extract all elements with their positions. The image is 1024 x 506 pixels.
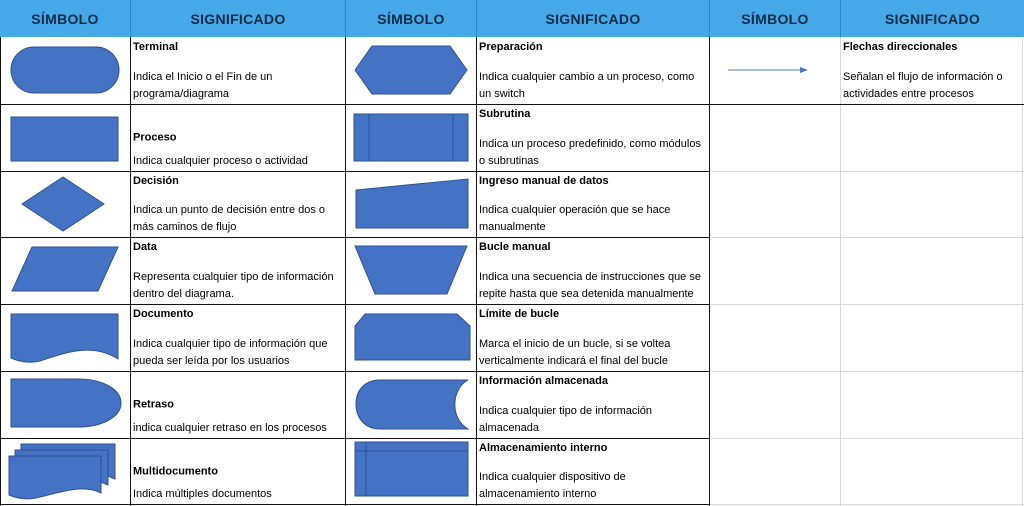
symbol-name: Decisión xyxy=(133,175,179,187)
loop-limit-icon xyxy=(346,305,476,371)
symbol-description: Indica cualquier tipo de información que pueda ser leída por los usuarios xyxy=(133,338,328,367)
delay-icon xyxy=(0,372,130,438)
symbol-name: Límite de bucle xyxy=(479,308,560,320)
meaning-cell xyxy=(477,105,709,171)
grid-line xyxy=(710,504,1024,505)
symbol-name: Data xyxy=(133,241,157,253)
symbol-name: Terminal xyxy=(133,41,179,53)
manual-input-icon xyxy=(346,172,476,237)
meaning-cell xyxy=(477,372,709,438)
meaning-cell xyxy=(131,38,345,104)
symbol-name: Retraso xyxy=(133,398,174,411)
symbol-name: Ingreso manual de datos xyxy=(479,175,609,187)
symbol-description: Marca el inicio de un bucle, si se voltea verticalmente indicará el final del bucle xyxy=(479,338,671,367)
symbol-name: Proceso xyxy=(133,131,177,144)
meaning-cell xyxy=(131,105,345,171)
data-icon xyxy=(0,238,130,304)
subroutine-icon xyxy=(346,105,476,171)
manual-loop-icon xyxy=(346,238,476,304)
meaning-cell xyxy=(477,38,709,104)
grid-line xyxy=(709,37,710,506)
grid-line xyxy=(710,171,1024,172)
decision-icon xyxy=(0,172,130,237)
arrow-right-icon xyxy=(710,38,840,104)
symbol-description: Señalan el flujo de información o actividades entre procesos xyxy=(843,71,1003,100)
meaning-cell xyxy=(477,439,709,504)
grid-line xyxy=(840,37,841,506)
grid-line xyxy=(710,371,1024,372)
symbol-name: Multidocumento xyxy=(133,465,218,477)
grid-line xyxy=(710,304,1024,305)
symbol-description: Indica cualquier proceso o actividad xyxy=(133,155,308,167)
meaning-cell xyxy=(131,172,345,237)
symbol-name: Información almacenada xyxy=(479,375,608,387)
header-symbol-1: SÍMBOLO xyxy=(0,0,131,37)
symbol-description: Indica cualquier cambio a un proceso, como un switch xyxy=(479,71,695,100)
symbol-description: Indica una secuencia de instrucciones que se repite hasta que sea detenida manualmente xyxy=(479,271,701,300)
symbol-name: Almacenamiento interno xyxy=(479,442,608,454)
symbol-description: Indica un proceso predefinido, como módulos o subrutinas xyxy=(479,138,701,167)
meaning-cell xyxy=(477,305,709,371)
grid-line xyxy=(1022,37,1023,506)
multidocument-icon xyxy=(0,439,130,505)
symbol-description: indica cualquier retraso en los procesos xyxy=(133,422,327,434)
symbol-description: Indica cualquier tipo de información almacenada xyxy=(479,405,653,434)
symbol-name: Documento xyxy=(133,308,194,320)
header-meaning-3: SIGNIFICADO xyxy=(841,0,1024,37)
symbol-description: Indica cualquier dispositivo de almacenamiento interno xyxy=(479,471,626,500)
symbol-description: Indica el Inicio o el Fin de un programa/diagrama xyxy=(133,71,273,100)
document-icon xyxy=(0,305,130,371)
preparation-icon xyxy=(346,38,476,104)
symbol-description: Representa cualquier tipo de información dentro del diagrama. xyxy=(133,271,334,300)
symbol-name: Flechas direccionales xyxy=(843,41,958,53)
process-icon xyxy=(0,105,130,171)
symbol-name: Subrutina xyxy=(479,108,531,120)
symbol-name: Bucle manual xyxy=(479,241,551,253)
meaning-cell xyxy=(841,38,1022,104)
meaning-cell xyxy=(477,172,709,237)
meaning-cell xyxy=(131,439,345,504)
terminal-icon xyxy=(0,38,130,104)
symbol-name: Preparación xyxy=(479,41,543,53)
symbol-description: Indica un punto de decisión entre dos o más caminos de flujo xyxy=(133,204,326,233)
stored-data-icon xyxy=(346,372,476,438)
symbol-description: Indica múltiples documentos xyxy=(133,488,272,500)
grid-line xyxy=(710,237,1024,238)
meaning-cell xyxy=(131,372,345,438)
grid-line xyxy=(710,438,1024,439)
symbol-description: Indica cualquier operación que se hace manualmente xyxy=(479,204,671,233)
header-meaning-2: SIGNIFICADO xyxy=(477,0,710,37)
meaning-cell xyxy=(477,238,709,304)
header-symbol-3: SÍMBOLO xyxy=(710,0,841,37)
header-meaning-1: SIGNIFICADO xyxy=(131,0,346,37)
header-symbol-2: SÍMBOLO xyxy=(346,0,477,37)
meaning-cell xyxy=(131,305,345,371)
meaning-cell xyxy=(131,238,345,304)
internal-storage-icon xyxy=(346,439,476,505)
